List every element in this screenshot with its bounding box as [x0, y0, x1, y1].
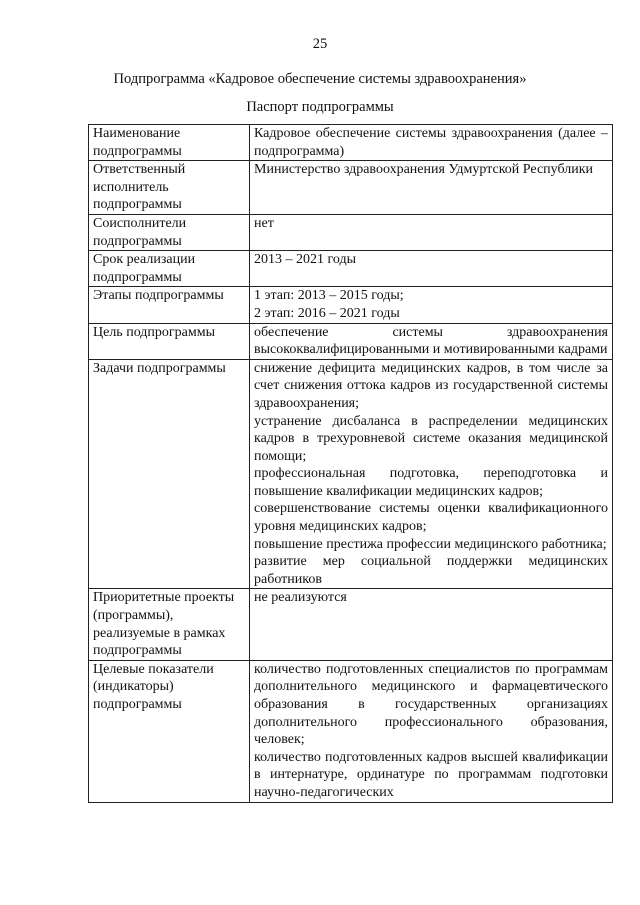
row-label: Цель подпрограммы: [89, 323, 250, 359]
row-label: Этапы подпрограммы: [89, 287, 250, 323]
document-title: Подпрограмма «Кадровое обеспечение системы здравоохранения»: [113, 71, 527, 87]
table-row: [89, 161, 613, 215]
value-paragraph: 1 этап: 2013 – 2015 годы;: [254, 288, 404, 304]
value-paragraph: устранение дисбаланса в распределении медицинских кадров в трехуровневой системе оказания медицинской помощи;: [254, 413, 608, 464]
row-value: [250, 359, 613, 589]
row-label: Задачи подпрограммы: [89, 359, 250, 589]
table-row: [89, 660, 613, 802]
table-row: [89, 359, 613, 589]
table-row: [89, 323, 613, 359]
row-value: [250, 589, 613, 660]
page-number: 25: [312, 36, 328, 52]
table-row: [89, 287, 613, 323]
value-paragraph: профессиональная подготовка, переподготовка и повышение квалификации медицинских кадров;: [254, 466, 608, 499]
passport-table: [88, 124, 613, 803]
row-label: Соисполнители подпрограммы: [89, 214, 250, 250]
value-paragraph: 2 этап: 2016 – 2021 годы: [254, 305, 400, 321]
value-paragraph: количество подготовленных кадров высшей квалификации в интернатуре, ординатуре по программам подготовки научно-педагогических: [254, 749, 608, 800]
row-value: [250, 251, 613, 287]
value-paragraph: повышение престижа профессии медицинского работника;: [254, 536, 607, 552]
row-label: Приоритетные проекты (программы), реализуемые в рамках подпрограммы: [89, 589, 250, 660]
value-paragraph: 2013 – 2021 годы: [254, 252, 357, 268]
value-paragraph: Министерство здравоохранения Удмуртской Республики: [254, 162, 594, 178]
row-label: Целевые показатели (индикаторы) подпрограммы: [89, 660, 250, 802]
value-paragraph: Кадровое обеспечение системы здравоохранения (далее – подпрограмма): [254, 126, 608, 159]
document-subtitle: Паспорт подпрограммы: [246, 99, 394, 115]
value-paragraph: количество подготовленных специалистов по программам дополнительного медицинского и фармацевтического образования в государственных организациях дополнительного профессионального образования, человек;: [254, 661, 608, 748]
row-label: Наименование подпрограммы: [89, 125, 250, 161]
row-value: [250, 125, 613, 161]
value-paragraph: совершенствование системы оценки квалификационного уровня медицинских кадров;: [254, 501, 608, 535]
table-row: [89, 251, 613, 287]
value-paragraph: обеспечение системы здравоохранения высококвалифицированными и мотивированными кадрами: [254, 324, 608, 358]
row-value: [250, 161, 613, 215]
row-value: [250, 214, 613, 250]
value-paragraph: не реализуются: [254, 590, 347, 606]
value-paragraph: развитие мер социальной поддержки медицинских работников: [254, 554, 608, 587]
table-row: [89, 125, 613, 161]
row-value: [250, 323, 613, 359]
row-value: [250, 660, 613, 802]
value-paragraph: снижение дефицита медицинских кадров, в том числе за счет снижения оттока кадров из государственной системы здравоохранения;: [254, 360, 608, 411]
value-paragraph: нет: [254, 215, 274, 231]
table-row: [89, 589, 613, 660]
table-row: [89, 214, 613, 250]
row-value: [250, 287, 613, 323]
row-label: Срок реализации подпрограммы: [89, 251, 250, 287]
row-label: Ответственный исполнитель подпрограммы: [89, 161, 250, 215]
